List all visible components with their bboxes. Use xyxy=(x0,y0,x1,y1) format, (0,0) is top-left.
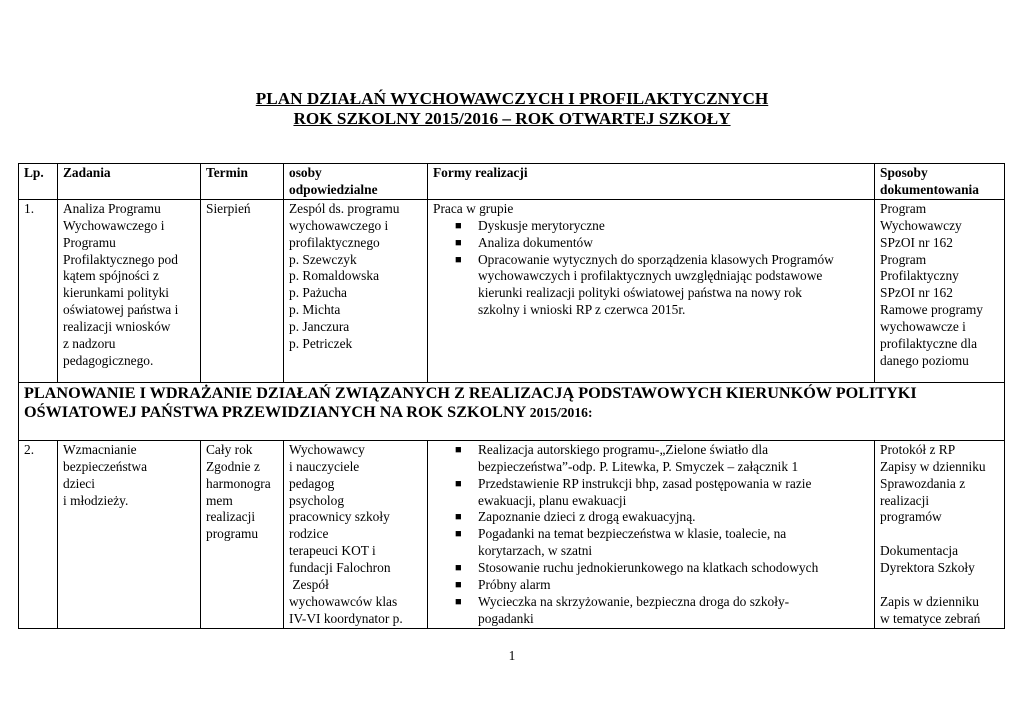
document-title xyxy=(0,89,1024,129)
formy-intro: Praca w grupie xyxy=(433,200,514,216)
osoby-line: Zespól ds. programu xyxy=(289,200,400,216)
row1-osoby xyxy=(284,199,428,382)
header-osoby-line: osoby xyxy=(289,165,322,180)
list-item-continuation: kierunki realizacji polityki oświatowej państwa na nowy rok xyxy=(478,285,802,301)
header-sposoby xyxy=(875,164,1005,200)
header-termin: Termin xyxy=(201,164,284,200)
list-item-text: Analiza dokumentów xyxy=(478,234,593,250)
zadania-line: z nadzoru xyxy=(63,336,116,352)
zadania-line: Wzmacnianie xyxy=(63,441,137,457)
bullet-square-icon: ■ xyxy=(455,477,462,490)
termin-line: mem xyxy=(206,492,233,508)
list-item xyxy=(433,560,869,577)
list-item xyxy=(433,509,869,526)
table-row xyxy=(19,440,1005,628)
bullet-list xyxy=(433,442,869,628)
osoby-line: wychowawców klas xyxy=(289,593,398,609)
sposoby-line: Zapisy w dzienniku xyxy=(880,458,986,474)
header-sposoby-line: dokumentowania xyxy=(880,181,979,197)
list-item-text: Próbny alarm xyxy=(478,577,551,593)
list-item xyxy=(433,218,869,235)
list-item-continuation: korytarzach, w szatni xyxy=(478,543,593,559)
list-item-text: Opracowanie wytycznych do sporządzenia klasowych Programów xyxy=(478,251,834,267)
sposoby-line: Ramowe programy xyxy=(880,302,984,318)
zadania-line: dzieci xyxy=(63,475,95,491)
row2-termin xyxy=(201,440,284,628)
osoby-line: Wychowawcy xyxy=(289,441,365,457)
sposoby-line: profilaktyczne dla xyxy=(880,336,978,352)
osoby-line: p. Romaldowska xyxy=(289,268,380,284)
zadania-line: Analiza Programu xyxy=(63,200,161,216)
row2-osoby xyxy=(284,440,428,628)
bullet-square-icon: ■ xyxy=(455,562,462,575)
sposoby-line: realizacji xyxy=(880,492,930,508)
list-item-continuation: wychowawczych i profilaktycznych uwzględniając podstawowe xyxy=(478,268,823,284)
row1-zadania xyxy=(58,199,201,382)
sposoby-line: Program xyxy=(880,251,927,267)
list-item-continuation: pogadanki xyxy=(478,610,534,626)
header-osoby-line: odpowiedzialne xyxy=(289,181,378,197)
list-item xyxy=(433,577,869,594)
row2-sposoby xyxy=(875,440,1005,628)
osoby-line: IV-VI koordynator p. xyxy=(289,610,403,626)
osoby-line: p. Michta xyxy=(289,302,341,318)
sposoby-line: Dyrektora Szkoły xyxy=(880,560,975,576)
osoby-line: p. Szewczyk xyxy=(289,251,357,267)
osoby-line: rodzice xyxy=(289,526,329,542)
sposoby-line: SPzOI nr 162 xyxy=(880,285,953,301)
osoby-line: pedagog xyxy=(289,475,335,491)
title-line-2: ROK SZKOLNY 2015/2016 – ROK OTWARTEJ SZKOŁY xyxy=(293,109,731,128)
list-item-text: Przedstawienie RP instrukcji bhp, zasad postępowania w razie xyxy=(478,475,812,491)
list-item-text: Pogadanki na temat bezpieczeństwa w klasie, toalecie, na xyxy=(478,526,787,542)
osoby-line: wychowawczego i xyxy=(289,217,389,233)
section-heading xyxy=(19,382,1005,440)
bullet-square-icon: ■ xyxy=(455,528,462,541)
row2-zadania xyxy=(58,440,201,628)
osoby-line: p. Janczura xyxy=(289,319,350,335)
sposoby-line: danego poziomu xyxy=(880,352,969,368)
page-number: 1 xyxy=(508,648,516,663)
list-item-text: Zapoznanie dzieci z drogą ewakuacyjną. xyxy=(478,509,696,525)
list-item xyxy=(433,526,869,560)
list-item-text: Dyskusje merytoryczne xyxy=(478,217,605,233)
section-heading-line-1: PLANOWANIE I WDRAŻANIE DZIAŁAŃ ZWIĄZANYCH Z REALIZACJĄ PODSTAWOWYCH KIERUNKÓW POLITYKI xyxy=(24,383,917,402)
bullet-list xyxy=(433,218,869,269)
section-heading-year: 2015/2016: xyxy=(529,404,593,420)
sposoby-line: Zapis w dzienniku xyxy=(880,594,979,610)
bullet-square-icon: ■ xyxy=(455,236,462,249)
bullet-square-icon: ■ xyxy=(455,219,462,232)
osoby-line: psycholog xyxy=(289,492,345,508)
osoby-line: pracownicy szkoły xyxy=(289,509,390,525)
osoby-line: fundacji Falochron xyxy=(289,560,391,576)
header-lp: Lp. xyxy=(19,164,58,200)
row2-lp: 2. xyxy=(19,440,58,628)
title-line-1: PLAN DZIAŁAŃ WYCHOWAWCZYCH I PROFILAKTYCZNYCH xyxy=(255,89,769,108)
header-zadania: Zadania xyxy=(58,164,201,200)
zadania-line: bezpieczeństwa xyxy=(63,458,148,474)
bullet-square-icon: ■ xyxy=(455,253,462,266)
zadania-line: oświatowej państwa i xyxy=(63,302,179,318)
sposoby-line: wychowawcze i xyxy=(880,319,966,335)
row1-termin: Sierpień xyxy=(201,199,284,382)
header-sposoby-line: Sposoby xyxy=(880,165,928,180)
row1-sposoby xyxy=(875,199,1005,382)
list-item-continuation: bezpieczeństwa”-odp. P. Litewka, P. Smyczek – załącznik 1 xyxy=(478,458,799,474)
sposoby-line: Program xyxy=(880,200,927,216)
list-item-text: Wycieczka na skrzyżowanie, bezpieczna droga do szkoły- xyxy=(478,593,790,609)
bullet-square-icon: ■ xyxy=(455,595,462,608)
list-item-text: Realizacja autorskiego programu-„Zielone światło dla xyxy=(478,441,769,457)
sposoby-line: Protokół z RP xyxy=(880,441,956,457)
section-heading-row xyxy=(19,382,1005,440)
header-osoby xyxy=(284,164,428,200)
osoby-line: Zespół xyxy=(289,577,329,593)
zadania-line: kierunkami polityki xyxy=(63,285,169,301)
spacer xyxy=(880,577,999,594)
zadania-line: Profilaktycznego pod xyxy=(63,251,178,267)
list-item xyxy=(433,442,869,476)
bullet-square-icon: ■ xyxy=(455,579,462,592)
termin-line: programu xyxy=(206,526,259,542)
termin-line: Zgodnie z xyxy=(206,458,260,474)
row2-formy xyxy=(428,440,875,628)
list-item xyxy=(433,252,869,269)
section-heading-line-2 xyxy=(24,403,999,422)
termin-line: Cały rok xyxy=(206,441,253,457)
zadania-line: Programu xyxy=(63,234,116,250)
zadania-line: realizacji wniosków xyxy=(63,319,171,335)
bullet-square-icon: ■ xyxy=(455,443,462,456)
section-heading-line-2-text: OŚWIATOWEJ PAŃSTWA PRZEWIDZIANYCH NA ROK SZKOLNY xyxy=(24,402,526,421)
list-item-continuation: szkolny i wnioski RP z czerwca 2015r. xyxy=(478,302,686,318)
sposoby-line: Wychowawczy xyxy=(880,217,962,233)
row1-lp: 1. xyxy=(19,199,58,382)
list-item-text: Stosowanie ruchu jednokierunkowego na klatkach schodowych xyxy=(478,560,819,576)
plan-table xyxy=(18,163,1005,629)
zadania-line: Wychowawczego i xyxy=(63,217,165,233)
sposoby-line: Profilaktyczny xyxy=(880,268,959,284)
bullet-square-icon: ■ xyxy=(455,511,462,524)
termin-line: harmonogra xyxy=(206,475,271,491)
sposoby-line: w tematyce zebrań xyxy=(880,611,981,627)
list-item xyxy=(433,476,869,510)
zadania-line: kątem spójności z xyxy=(63,268,159,284)
sposoby-line: Sprawozdania z xyxy=(880,475,966,491)
sposoby-line: SPzOI nr 162 xyxy=(880,234,953,250)
zadania-line: i młodzieży. xyxy=(63,492,129,508)
list-item xyxy=(433,235,869,252)
table-row xyxy=(19,199,1005,382)
spacer xyxy=(880,526,999,543)
list-item-continuation: ewakuacji, planu ewakuacji xyxy=(478,492,627,508)
header-formy: Formy realizacji xyxy=(428,164,875,200)
list-item xyxy=(433,594,869,628)
zadania-line: pedagogicznego. xyxy=(63,352,154,368)
osoby-line: p. Petriczek xyxy=(289,336,353,352)
header-row xyxy=(19,164,1005,200)
sposoby-line: programów xyxy=(880,509,942,525)
termin-line: realizacji xyxy=(206,509,256,525)
osoby-line: terapeuci KOT i xyxy=(289,543,376,559)
osoby-line: i nauczyciele xyxy=(289,458,360,474)
row1-formy xyxy=(428,199,875,382)
osoby-line: profilaktycznego xyxy=(289,234,380,250)
osoby-line: p. Pażucha xyxy=(289,285,348,301)
sposoby-line: Dokumentacja xyxy=(880,543,959,559)
